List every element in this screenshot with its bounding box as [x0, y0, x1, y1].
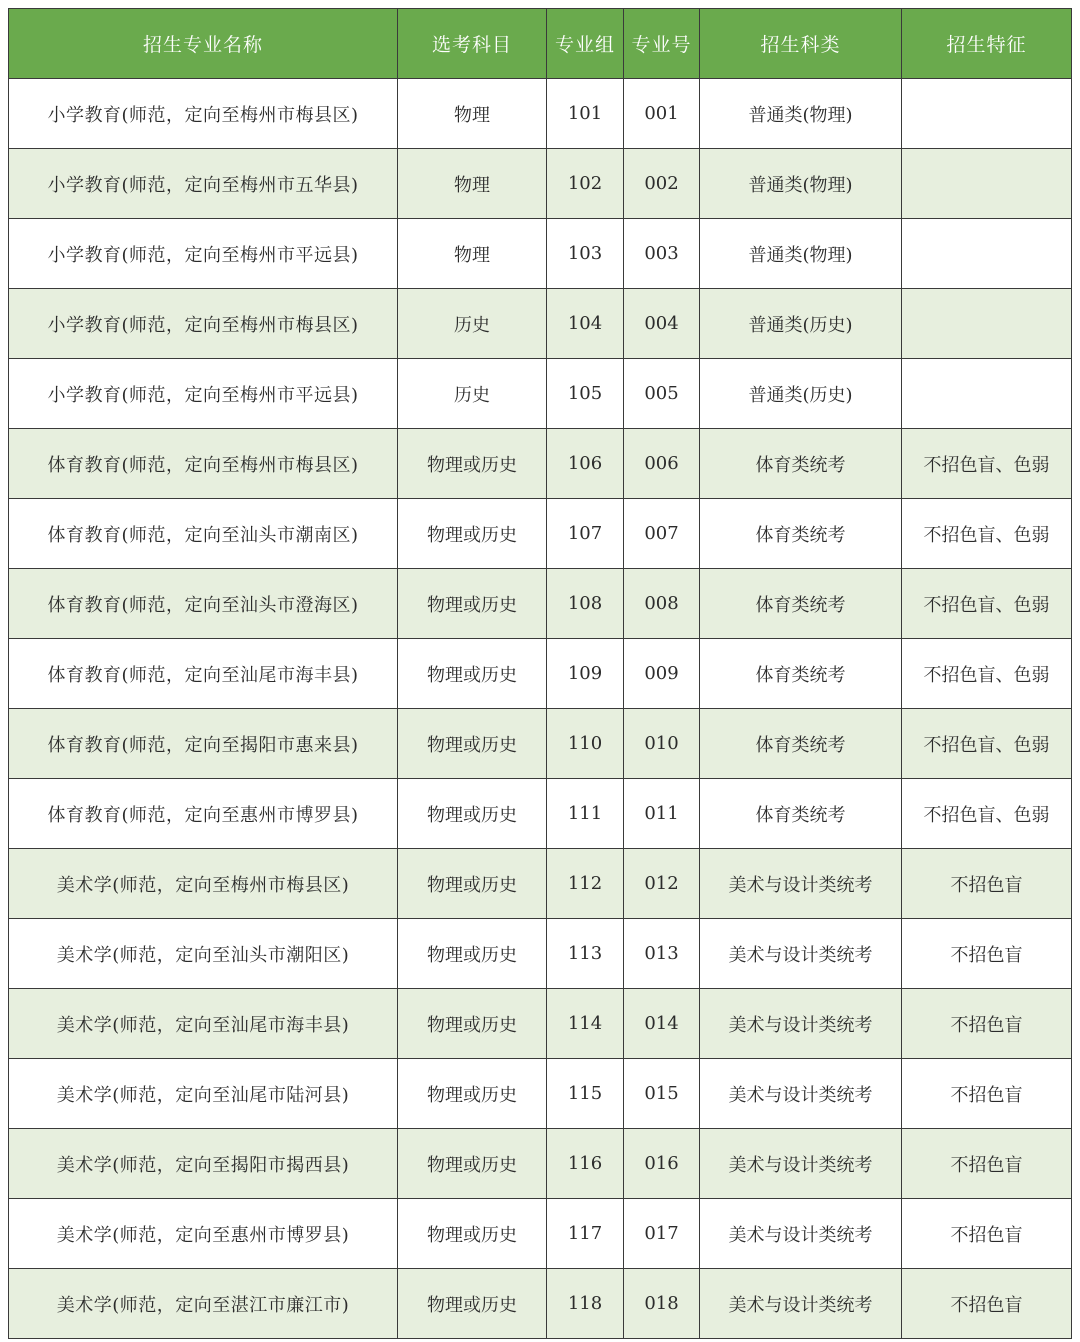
cell-group-number: 116: [547, 1129, 624, 1199]
cell-feature: 不招色盲: [902, 989, 1072, 1059]
cell-major-name: 体育教育(师范，定向至汕尾市海丰县): [9, 639, 398, 709]
cell-major-name: 美术学(师范，定向至汕尾市陆河县): [9, 1059, 398, 1129]
table-row: [9, 569, 1072, 639]
cell-major-name: 小学教育(师范，定向至梅州市平远县): [9, 219, 398, 289]
cell-subject: 物理: [398, 149, 547, 219]
table-row: [9, 499, 1072, 569]
header-feature: 招生特征: [902, 9, 1072, 79]
table-row: [9, 639, 1072, 709]
cell-category: 体育类统考: [700, 709, 902, 779]
cell-major-name: 小学教育(师范，定向至梅州市五华县): [9, 149, 398, 219]
cell-group-number: 107: [547, 499, 624, 569]
cell-subject: 历史: [398, 359, 547, 429]
cell-major-code: 018: [624, 1269, 700, 1339]
cell-major-name: 体育教育(师范，定向至汕头市潮南区): [9, 499, 398, 569]
cell-category: 美术与设计类统考: [700, 989, 902, 1059]
cell-major-code: 012: [624, 849, 700, 919]
header-code: 专业号: [624, 9, 700, 79]
cell-major-name: 小学教育(师范，定向至梅州市平远县): [9, 359, 398, 429]
header-category: 招生科类: [700, 9, 902, 79]
cell-category: 体育类统考: [700, 779, 902, 849]
cell-major-code: 016: [624, 1129, 700, 1199]
cell-major-code: 013: [624, 919, 700, 989]
cell-major-code: 014: [624, 989, 700, 1059]
cell-major-code: 010: [624, 709, 700, 779]
cell-category: 美术与设计类统考: [700, 1059, 902, 1129]
table-row: [9, 779, 1072, 849]
cell-major-code: 007: [624, 499, 700, 569]
cell-group-number: 111: [547, 779, 624, 849]
cell-major-name: 体育教育(师范，定向至惠州市博罗县): [9, 779, 398, 849]
cell-subject: 物理或历史: [398, 989, 547, 1059]
cell-group-number: 113: [547, 919, 624, 989]
cell-group-number: 118: [547, 1269, 624, 1339]
cell-major-name: 小学教育(师范，定向至梅州市梅县区): [9, 79, 398, 149]
cell-feature: 不招色盲、色弱: [902, 639, 1072, 709]
cell-group-number: 104: [547, 289, 624, 359]
cell-group-number: 115: [547, 1059, 624, 1129]
cell-subject: 物理或历史: [398, 1059, 547, 1129]
cell-major-name: 小学教育(师范，定向至梅州市梅县区): [9, 289, 398, 359]
cell-category: 普通类(物理): [700, 149, 902, 219]
cell-feature: [902, 359, 1072, 429]
cell-group-number: 105: [547, 359, 624, 429]
cell-feature: 不招色盲、色弱: [902, 429, 1072, 499]
cell-major-name: 美术学(师范，定向至梅州市梅县区): [9, 849, 398, 919]
cell-group-number: 117: [547, 1199, 624, 1269]
cell-feature: [902, 289, 1072, 359]
cell-category: 体育类统考: [700, 499, 902, 569]
cell-feature: 不招色盲、色弱: [902, 499, 1072, 569]
cell-category: 普通类(历史): [700, 289, 902, 359]
cell-category: 美术与设计类统考: [700, 1129, 902, 1199]
header-group: 专业组: [547, 9, 624, 79]
table-row: [9, 709, 1072, 779]
cell-major-code: 008: [624, 569, 700, 639]
header-subject: 选考科目: [398, 9, 547, 79]
cell-feature: 不招色盲: [902, 1199, 1072, 1269]
cell-category: 美术与设计类统考: [700, 919, 902, 989]
cell-feature: [902, 219, 1072, 289]
cell-group-number: 103: [547, 219, 624, 289]
cell-major-name: 美术学(师范，定向至惠州市博罗县): [9, 1199, 398, 1269]
table-row: [9, 1059, 1072, 1129]
table-row: [9, 429, 1072, 499]
cell-major-code: 001: [624, 79, 700, 149]
cell-subject: 物理或历史: [398, 429, 547, 499]
table-row: [9, 919, 1072, 989]
table-row: [9, 989, 1072, 1059]
cell-feature: 不招色盲、色弱: [902, 569, 1072, 639]
cell-group-number: 109: [547, 639, 624, 709]
cell-feature: 不招色盲: [902, 849, 1072, 919]
cell-feature: 不招色盲、色弱: [902, 709, 1072, 779]
cell-subject: 物理或历史: [398, 709, 547, 779]
cell-major-code: 015: [624, 1059, 700, 1129]
cell-major-code: 003: [624, 219, 700, 289]
cell-group-number: 102: [547, 149, 624, 219]
cell-subject: 物理或历史: [398, 1199, 547, 1269]
cell-group-number: 101: [547, 79, 624, 149]
table-row: [9, 1199, 1072, 1269]
cell-category: 体育类统考: [700, 429, 902, 499]
table-row: [9, 219, 1072, 289]
table-row: [9, 289, 1072, 359]
cell-category: 普通类(物理): [700, 79, 902, 149]
cell-category: 体育类统考: [700, 569, 902, 639]
cell-subject: 物理: [398, 79, 547, 149]
cell-group-number: 110: [547, 709, 624, 779]
cell-major-name: 美术学(师范，定向至湛江市廉江市): [9, 1269, 398, 1339]
cell-major-code: 002: [624, 149, 700, 219]
header-major-name: 招生专业名称: [9, 9, 398, 79]
table-body: [9, 79, 1072, 1339]
cell-subject: 物理或历史: [398, 779, 547, 849]
cell-feature: [902, 79, 1072, 149]
cell-subject: 物理或历史: [398, 1129, 547, 1199]
table-row: [9, 1269, 1072, 1339]
cell-category: 普通类(物理): [700, 219, 902, 289]
cell-subject: 物理或历史: [398, 919, 547, 989]
cell-category: 普通类(历史): [700, 359, 902, 429]
cell-feature: [902, 149, 1072, 219]
table-row: [9, 359, 1072, 429]
cell-feature: 不招色盲: [902, 1269, 1072, 1339]
admissions-table: [8, 8, 1072, 1339]
table-row: [9, 1129, 1072, 1199]
cell-major-name: 体育教育(师范，定向至揭阳市惠来县): [9, 709, 398, 779]
table-row: [9, 149, 1072, 219]
cell-feature: 不招色盲: [902, 1129, 1072, 1199]
cell-major-code: 006: [624, 429, 700, 499]
table-header-row: [9, 9, 1072, 79]
cell-feature: 不招色盲: [902, 919, 1072, 989]
cell-group-number: 112: [547, 849, 624, 919]
table-row: [9, 849, 1072, 919]
cell-subject: 历史: [398, 289, 547, 359]
cell-subject: 物理或历史: [398, 639, 547, 709]
cell-category: 美术与设计类统考: [700, 849, 902, 919]
cell-group-number: 108: [547, 569, 624, 639]
cell-major-name: 体育教育(师范，定向至梅州市梅县区): [9, 429, 398, 499]
cell-major-code: 009: [624, 639, 700, 709]
cell-major-name: 美术学(师范，定向至揭阳市揭西县): [9, 1129, 398, 1199]
cell-feature: 不招色盲: [902, 1059, 1072, 1129]
cell-group-number: 114: [547, 989, 624, 1059]
cell-subject: 物理或历史: [398, 569, 547, 639]
cell-group-number: 106: [547, 429, 624, 499]
cell-subject: 物理或历史: [398, 849, 547, 919]
cell-major-code: 017: [624, 1199, 700, 1269]
cell-major-code: 004: [624, 289, 700, 359]
cell-feature: 不招色盲、色弱: [902, 779, 1072, 849]
cell-major-code: 011: [624, 779, 700, 849]
cell-major-name: 美术学(师范，定向至汕尾市海丰县): [9, 989, 398, 1059]
cell-subject: 物理或历史: [398, 1269, 547, 1339]
cell-subject: 物理或历史: [398, 499, 547, 569]
cell-subject: 物理: [398, 219, 547, 289]
cell-category: 美术与设计类统考: [700, 1269, 902, 1339]
table-row: [9, 79, 1072, 149]
cell-major-name: 美术学(师范，定向至汕头市潮阳区): [9, 919, 398, 989]
cell-major-code: 005: [624, 359, 700, 429]
cell-major-name: 体育教育(师范，定向至汕头市澄海区): [9, 569, 398, 639]
cell-category: 体育类统考: [700, 639, 902, 709]
cell-category: 美术与设计类统考: [700, 1199, 902, 1269]
